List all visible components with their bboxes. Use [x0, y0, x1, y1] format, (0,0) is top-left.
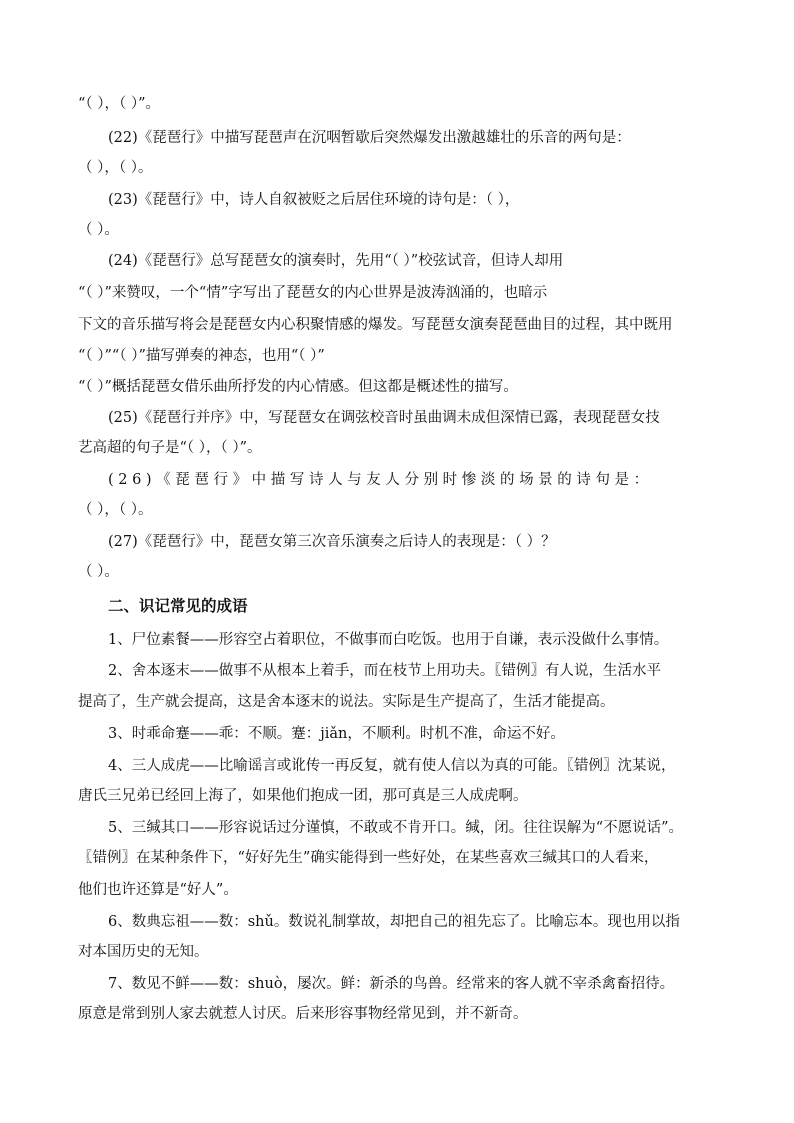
- item-24-line-1: (24)《琵琶行》总写琵琶女的演奏时，先用“（ ）”校弦试音，但诗人却用: [108, 253, 564, 269]
- item-26-line-2: （ ），（ ）。: [78, 502, 153, 518]
- idiom-7-line-2: 原意是常到别人家去就惹人讨厌。后来形容事物经常见到，并不新奇。: [78, 1006, 528, 1022]
- item-27-line-1: (27)《琵琶行》中，琵琶女第三次音乐演奏之后诗人的表现是：（ ）？: [108, 534, 556, 550]
- item-24-line-3: 下文的音乐描写将会是琵琶女内心积聚情感的爆发。写琵琶女演奏琵琶曲目的过程，其中既用: [78, 317, 673, 333]
- section-heading: 二、识记常见的成语: [108, 596, 248, 615]
- item-25-line-2: 艺高超的句子是“（ ），（ ）”。: [78, 440, 262, 456]
- item-21-line-2: “（ ），（ ）”。: [78, 96, 161, 112]
- item-22-line-2: （ ），（ ）。: [78, 160, 153, 176]
- idiom-2-line-2: 提高了，生产就会提高，这是舍本逐末的说法。实际是生产提高了，生活才能提高。: [78, 694, 615, 710]
- idiom-5-line-1: 5、三缄其口——形容说话过分谨慎，不敢或不肯开口。缄，闭。往往误解为“不愿说话”。: [108, 820, 684, 836]
- item-27-line-2: （ ）。: [78, 564, 119, 580]
- idiom-5-line-2: 〖错例〗在某种条件下，“好好先生”确实能得到一些好处，在某些喜欢三缄其口的人看来，: [78, 850, 659, 866]
- item-24-line-5: “（ ）”概括琵琶女借乐曲所抒发的内心情感。但这都是概述性的描写。: [78, 379, 518, 395]
- item-24-line-2: “（ ）”来赞叹，一个“情”字写出了琵琶女的内心世界是波涛汹涌的，也暗示: [78, 285, 548, 301]
- idiom-4-line-2: 唐氏三兄弟已经回上海了，如果他们抱成一团，那可真是三人成虎啊。: [78, 788, 528, 804]
- idiom-3-line-1: 3、时乖命蹇——乖：不顺。蹇：jiǎn，不顺利。时机不准，命运不好。: [108, 726, 565, 742]
- item-22-line-1: (22)《琵琶行》中描写琵琶声在沉咽暂歇后突然爆发出激越雄壮的乐音的两句是：: [108, 130, 631, 146]
- item-23-line-2: （ ）。: [78, 222, 119, 238]
- idiom-7-line-1: 7、数见不鲜——数：shuò，屡次。鲜：新杀的鸟兽。经常来的客人就不宰杀禽畜招待。: [108, 976, 675, 992]
- idiom-4-line-1: 4、三人成虎——比喻谣言或讹传一再反复，就有使人信以为真的可能。〖错例〗沈某说，: [108, 758, 676, 774]
- idiom-6-line-2: 对本国历史的无知。: [78, 944, 209, 960]
- item-25-line-1: (25)《琵琶行并序》中，写琵琶女在调弦校音时虽曲调未成但深情已露，表现琵琶女技: [108, 410, 660, 426]
- item-24-line-4: “（ ）”“（ ）”描写弹奏的神态，也用“（ ）”: [78, 348, 325, 364]
- idiom-5-line-3: 他们也许还算是“好人”。: [78, 882, 238, 898]
- idiom-6-line-1: 6、数典忘祖——数：shǔ。数说礼制掌故，却把自己的祖先忘了。比喻忘本。现也用以指: [108, 914, 680, 930]
- idiom-2-line-1: 2、舍本逐末——做事不从根本上着手，而在枝节上用功夫。〖错例〗有人说，生活水平: [108, 663, 661, 679]
- idiom-1-line-1: 1、尸位素餐——形容空占着职位，不做事而白吃饭。也用于自谦，表示没做什么事情。: [108, 632, 669, 648]
- item-26-line-1: (26)《琵琶行》中描写诗人与友人分别时惨淡的场景的诗句是：: [108, 472, 653, 488]
- item-23-line-1: (23)《琵琶行》中，诗人自叙被贬之后居住环境的诗句是：（ ），: [108, 192, 520, 208]
